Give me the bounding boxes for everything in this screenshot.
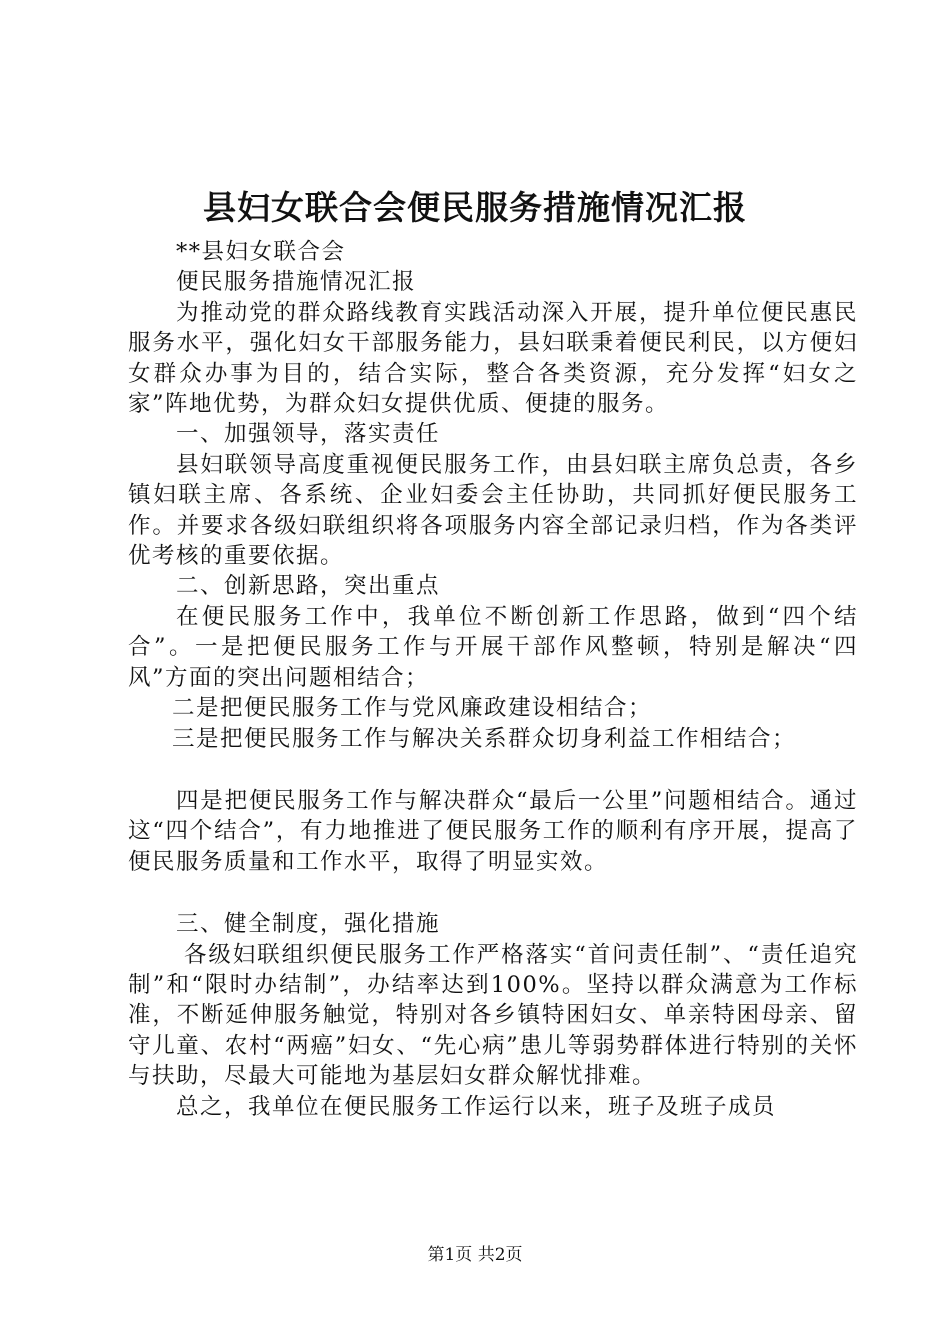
paragraph-section-2: 在便民服务工作中，我单位不断创新工作思路，做到“四个结合”。一是把便民服务工作与开展干部作风整顿，特别是解决“四风”方面的突出问题相结合；	[128, 603, 858, 691]
paragraph-subtitle: 便民服务措施情况汇报	[176, 269, 417, 296]
document-title: 县妇女联合会便民服务措施情况汇报	[203, 188, 747, 227]
paragraph-section-3: 各级妇联组织便民服务工作严格落实“首问责任制”、“责任追究制”和“限时办结制”，办结率达到100%。坚持以群众满意为工作标准，不断延伸服务触觉，特别对各乡镇特困妇女、单亲特困母亲、留守儿童、农村“两癌”妇女、“先心病”患儿等弱势群体进行特别的关怀与扶助，尽最大可能地为基层妇女群众解忧排难。	[128, 941, 858, 1090]
section-heading-1: 一、加强领导，落实责任	[176, 421, 441, 448]
paragraph-section-1: 县妇联领导高度重视便民服务工作，由县妇联主席负总责，各乡镇妇联主席、各系统、企业妇委会主任协助，共同抓好便民服务工作。并要求各级妇联组织将各项服务内容全部记录归档，作为各类评优考核的重要依据。	[128, 451, 858, 570]
paragraph-point-3: 三是把便民服务工作与解决关系群众切身利益工作相结合；	[172, 725, 797, 752]
section-heading-2: 二、创新思路，突出重点	[176, 573, 441, 600]
paragraph-point-2: 二是把便民服务工作与党风廉政建设相结合；	[172, 695, 653, 722]
page-footer: 第1页 共2页	[427, 1245, 523, 1265]
section-heading-3: 三、健全制度，强化措施	[176, 911, 441, 938]
paragraph-point-4: 四是把便民服务工作与解决群众“最后一公里”问题相结合。通过这“四个结合”，有力地推进了便民服务工作的顺利有序开展，提高了便民服务质量和工作水平，取得了明显实效。	[128, 787, 858, 875]
paragraph-intro: 为推动党的群众路线教育实践活动深入开展，提升单位便民惠民服务水平，强化妇女干部服务能力，县妇联秉着便民利民，以方便妇女群众办事为目的，结合实际，整合各类资源，充分发挥“妇女之家”阵地优势，为群众妇女提供优质、便捷的服务。	[128, 299, 858, 418]
paragraph-organization: **县妇女联合会	[176, 239, 346, 265]
document-body	[128, 237, 858, 1122]
paragraph-summary: 总之，我单位在便民服务工作运行以来，班子及班子成员	[176, 1093, 777, 1120]
